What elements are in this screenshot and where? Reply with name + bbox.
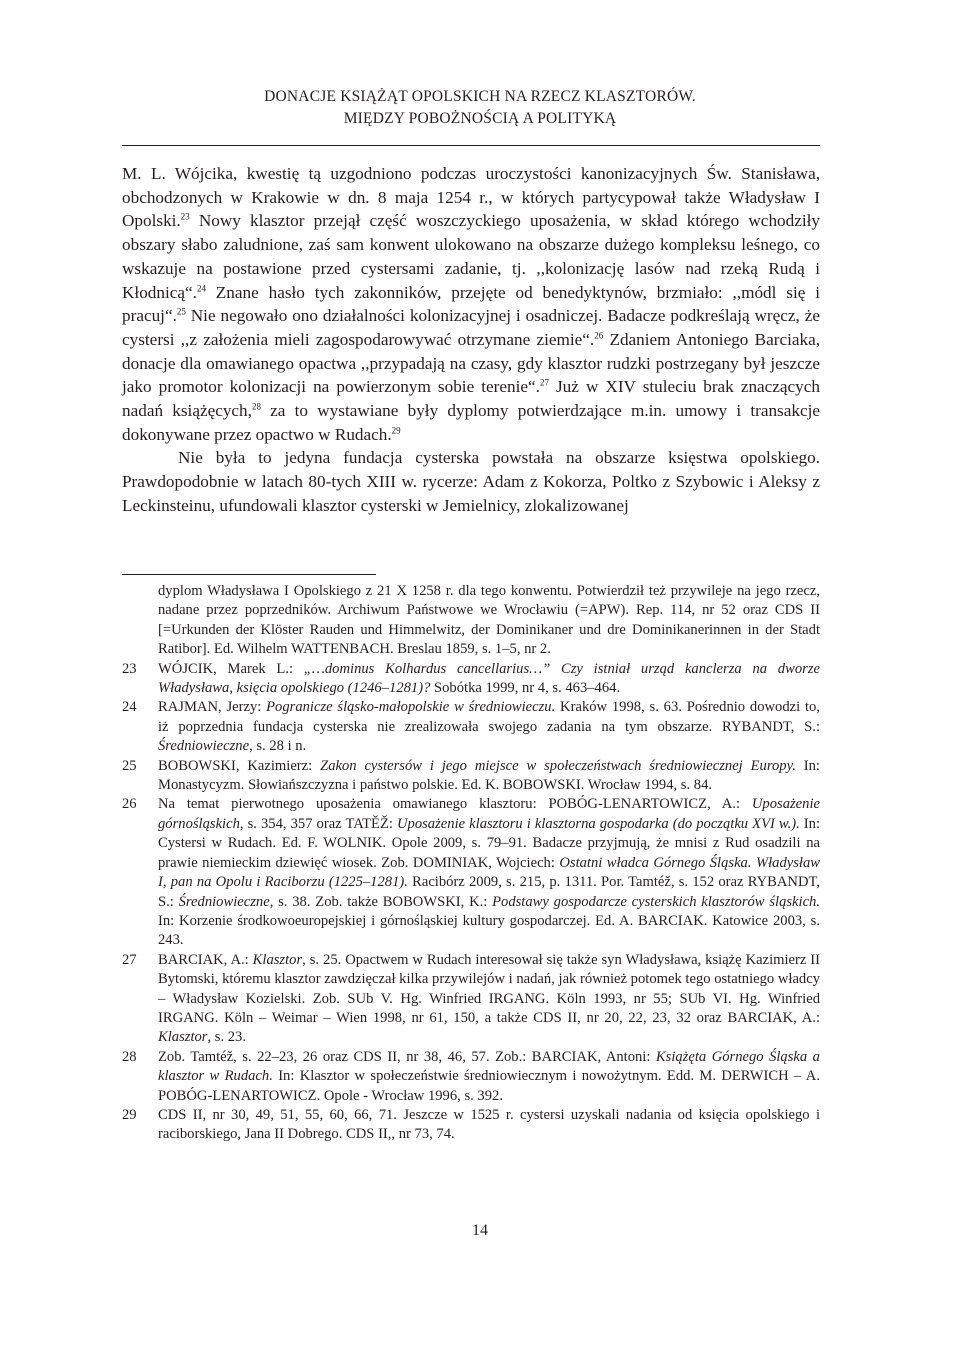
footnotes xyxy=(122,582,820,1145)
footnote-ref-29[interactable]: 29 xyxy=(391,425,401,435)
footnote-text: RAJMAN, Jerzy: Pogranicze śląsko-małopolskie w średniowieczu. Kraków 1998, s. 63. Pośrednio dowodzi to, iż poprzednia fundacja cysterska nie zrealizowała swojego zadania na tym obszarze. RYBANDT, S.: Średniowieczne, s. 28 i n. xyxy=(158,699,820,755)
footnote-ref-25[interactable]: 25 xyxy=(176,306,186,317)
footnote-number: 28 xyxy=(122,1048,137,1065)
footnote-ref-26[interactable]: 26 xyxy=(594,330,604,341)
footnote-text: BOBOWSKI, Kazimierz: Zakon cystersów i jego miejsce w społeczeństwach średniowiecznej Europy. In: Monastycyzm. Słowiańszczyzna i państwo polskie. Ed. K. BOBOWSKI. Wrocław 1994, s. 84. xyxy=(158,757,820,794)
text-run: Znane hasło tych zakonników, przejęte od benedyktynów, brzmiało: ,,módl się i pracuj“. xyxy=(122,282,820,326)
text-run: M. L. Wójcika, kwestię tą uzgodniono podczas uroczystości kanonizacyjnych Św. Stanisława, obchodzonych w Krakowie w dn. 8 maja 1254 r., w których partycypował także Władysław I Opolski. xyxy=(122,164,820,231)
footnote-text: Na temat pierwotnego uposażenia omawianego klasztoru: POBÓG-LENARTOWICZ, A.: Uposażenie górnośląskich, s. 354, 357 oraz TATĚŽ: Uposażenie klasztoru i klasztorna gospodarka (do początku XVI w.). In: Cystersi w Rudach. Ed. F. WOLNIK. Opole 2009, s. 79–91. Badacze przyjmują, że mnisi z Rud osadzili na prawie niemieckim dziewięć wiosek. Zob. DOMINIAK, Wojciech: Ostatni władca Górnego Śląska. Władysław I, pan na Opolu i Raciborzu (1225–1281). Racibórz 2009, s. 215, p. 1311. Por. Tamtéž, s. 152 oraz RYBANDT, S.: Średniowieczne, s. 38. Zob. także BOBOWSKI, K.: Podstawy gospodarcze cysterskich klasztorów śląskich. In: Korzenie środkowoeuropejskiej i górnośląskiej kultury gospodarczej. Ed. A. BARCIAK. Katowice 2003, s. 243. xyxy=(158,796,821,949)
footnote-27 xyxy=(122,951,820,1048)
footnote-25 xyxy=(122,757,820,796)
main-text xyxy=(122,162,820,518)
header-rule xyxy=(122,145,820,146)
footnote-number xyxy=(122,582,158,660)
footnote-text: dyplom Władysława I Opolskiego z 21 X 1258 r. dla tego konwentu. Potwierdził też przywileje na jego rzecz, nadane przez poprzedników. Archiwum Państwowe we Wrocławiu (=APW). Rep. 114, nr 52 oraz CDS II [=Urkunden der Klöster Rauden und Himmelwitz, der Dominikaner und dre Dominikanerinnen in der Stadt Ratibor]. Ed. Wilhelm WATTENBACH. Breslau 1859, s. 1–5, nr 2. xyxy=(158,583,820,658)
text-run: Nowy klasztor przejął część woszczyckiego uposażenia, w skład którego wchodziły obszary słabo zaludnione, zaś sam konwent ulokowano na obszarze dużego kompleksu leśnego, co wskazuje na postawione przed cystersami zadanie, tj. ,,kolonizację lasów nad rzeką Rudą i Kłodnicą“. xyxy=(122,211,820,302)
footnote-text: WÓJCIK, Marek L.: „…dominus Kolhardus cancellarius…” Czy istniał urząd kanclerza na dworze Władysława, księcia opolskiego (1246–1281)? Sobótka 1999, nr 4, s. 463–464. xyxy=(158,660,820,697)
footnote-rule xyxy=(122,574,376,575)
footnote-number: 29 xyxy=(122,1106,137,1123)
footnote-continuation xyxy=(122,582,820,660)
footnote-text: Zob. Tamtéž, s. 22–23, 26 oraz CDS II, nr 38, 46, 57. Zob.: BARCIAK, Antoni: Książęta Górnego Śląska a klasztor w Rudach. In: Klasztor w społeczeństwie średniowiecznym i nowożytnym. Edd. M. DERWICH – A. POBÓG-LENARTOWICZ. Opole - Wrocław 1996, s. 392. xyxy=(158,1048,820,1104)
text-run: Zdaniem Antoniego Barciaka, donacje dla omawianego opactwa ,,przypadają na czasy, gdy klasztor rudzki postrzegany był jeszcze jako promotor kolonizacji na powierzonym sobie terenie“. xyxy=(122,329,820,397)
footnote-number: 26 xyxy=(122,796,137,813)
paragraph-2: Nie była to jedyna fundacja cysterska powstała na obszarze księstwa opolskiego. Prawdopodobnie w latach 80-tych XIII w. rycerze: Adam z Kokorza, Poltko z Szybowic i Aleksy z Leckinsteinu, ufundowali klasztor cysterski w Jemielnicy, zlokalizowanej xyxy=(122,448,820,515)
footnote-number: 27 xyxy=(122,951,137,968)
running-header-line-1: DONACJE KSIĄŻĄT OPOLSKICH NA RZECZ KLASZTORÓW. xyxy=(264,88,696,105)
paragraph-1 xyxy=(122,162,820,446)
running-header-line-2: MIĘDZY POBOŻNOŚCIĄ A POLITYKĄ xyxy=(343,110,617,127)
footnote-number: 23 xyxy=(122,660,137,677)
running-header xyxy=(0,86,960,130)
footnote-23 xyxy=(122,660,820,699)
footnote-text: CDS II, nr 30, 49, 51, 55, 60, 66, 71. Jeszcze w 1525 r. cystersi uzyskali nadania od księcia opolskiego i raciborskiego, Jana II Dobrego. CDS II,, nr 73, 74. xyxy=(158,1106,820,1143)
text-run: Już w XIV stuleciu brak znaczących nadań książęcych, xyxy=(122,377,820,421)
footnote-24 xyxy=(122,698,820,756)
footnote-ref-28[interactable]: 28 xyxy=(251,401,261,412)
footnote-28 xyxy=(122,1048,820,1106)
footnote-26 xyxy=(122,795,820,950)
footnote-29 xyxy=(122,1106,820,1145)
text-run: za to wystawiane były dyplomy potwierdzające m.in. umowy i transakcje dokonywane przez opactwo w Rudach. xyxy=(122,401,820,444)
footnote-text: BARCIAK, A.: Klasztor, s. 25. Opactwem w Rudach interesował się także syn Władysława, książę Kazimierz II Bytomski, któremu klasztor zawdzięczał kilka przywilejów i nadań, jak również potomek tego ostatniego władcy – Władysław Kozielski. Zob. SUb V. Hg. Winfried IRGANG. Köln 1993, nr 55; SUb VI. Hg. Winfried IRGANG. Köln – Weimar – Wien 1998, nr 61, 150, a także CDS II, nr 20, 22, 23, 32 oraz BARCIAK, A.: Klasztor, s. 23. xyxy=(158,951,821,1046)
footnote-ref-27[interactable]: 27 xyxy=(539,377,549,388)
page-number: 14 xyxy=(472,1222,488,1239)
footnote-number: 24 xyxy=(122,699,137,716)
footnote-number: 25 xyxy=(122,757,137,774)
text-run: Nie negowało ono działalności kolonizacyjnej i osadniczej. Badacze podkreślają wręcz, że cystersi ,,z założenia mieli zagospodarowywać otrzymane ziemie“. xyxy=(122,306,820,349)
footnote-ref-23[interactable]: 23 xyxy=(180,211,190,222)
footnote-ref-24[interactable]: 24 xyxy=(196,282,206,293)
